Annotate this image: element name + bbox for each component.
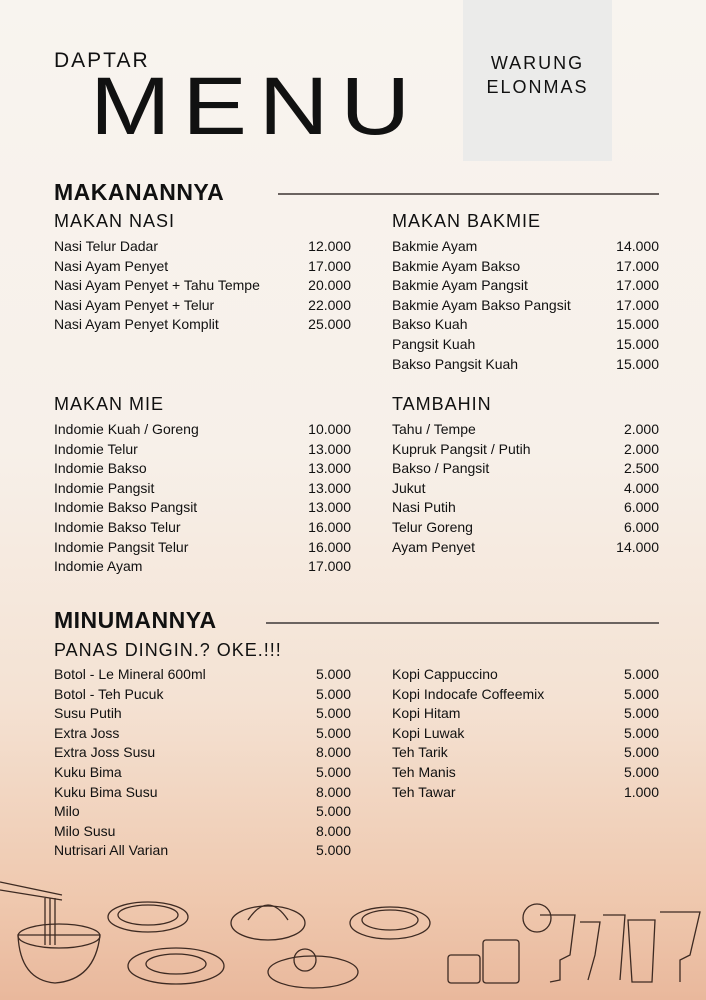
menu-item-price: 16.000 bbox=[308, 538, 351, 555]
menu-item-name: Bakmie Ayam bbox=[392, 238, 478, 254]
menu-item-price: 22.000 bbox=[308, 296, 351, 313]
menu-item-name: Nasi Ayam Penyet bbox=[54, 257, 169, 274]
menu-item-price: 5.000 bbox=[315, 724, 351, 741]
tambahin-list bbox=[392, 420, 659, 557]
brand-line-1: WARUNG bbox=[490, 53, 585, 73]
menu-item-name: Milo bbox=[54, 803, 80, 820]
makan-mie-list bbox=[54, 420, 351, 577]
menu-item bbox=[392, 440, 659, 460]
menu-item-name: Bakso / Pangsit bbox=[392, 460, 490, 477]
menu-item-price: 17.000 bbox=[616, 296, 659, 313]
menu-item-name: Indomie Bakso bbox=[54, 460, 147, 477]
menu-item-price: 8.000 bbox=[315, 744, 351, 761]
menu-item bbox=[54, 296, 351, 316]
food-divider bbox=[278, 193, 659, 195]
menu-item bbox=[392, 538, 659, 558]
menu-item bbox=[392, 783, 659, 803]
menu-item-price: 15.000 bbox=[616, 355, 659, 372]
menu-item-name: Teh Manis bbox=[392, 763, 456, 780]
menu-item-price: 5.000 bbox=[623, 724, 659, 741]
menu-item bbox=[54, 557, 351, 577]
menu-item bbox=[54, 743, 351, 763]
menu-item bbox=[392, 665, 659, 685]
menu-item-price: 15.000 bbox=[616, 316, 659, 333]
menu-item-price: 5.000 bbox=[315, 666, 351, 682]
menu-item-name: Kopi Cappuccino bbox=[392, 666, 498, 682]
menu-item-name: Bakmie Ayam Bakso bbox=[392, 257, 521, 274]
menu-item-name: Nasi Ayam Penyet + Telur bbox=[54, 296, 215, 313]
drinks-right-list bbox=[392, 665, 659, 802]
menu-item-name: Bakmie Ayam Pangsit bbox=[392, 277, 528, 294]
menu-item-price: 5.000 bbox=[315, 803, 351, 820]
menu-item-price: 5.000 bbox=[315, 763, 351, 780]
menu-item bbox=[392, 479, 659, 499]
menu-item-name: Nasi Ayam Penyet + Tahu Tempe bbox=[54, 277, 260, 294]
menu-item-name: Bakmie Ayam Bakso Pangsit bbox=[392, 296, 571, 313]
menu-item bbox=[54, 665, 351, 685]
menu-item bbox=[54, 763, 351, 783]
tambahin-title: TAMBAHIN bbox=[392, 394, 492, 414]
food-illustrations bbox=[0, 860, 706, 1000]
menu-item-name: Kuku Bima Susu bbox=[54, 783, 158, 800]
makan-nasi-list bbox=[54, 237, 351, 335]
menu-item-name: Indomie Kuah / Goreng bbox=[54, 421, 199, 437]
drinks-illustration bbox=[448, 904, 700, 983]
makan-mie-title: MAKAN MIE bbox=[54, 394, 165, 414]
menu-item-name: Pangsit Kuah bbox=[392, 335, 476, 352]
menu-item bbox=[54, 237, 351, 257]
menu-item bbox=[54, 802, 351, 822]
menu-item bbox=[54, 724, 351, 744]
food-heading: MAKANANNYA bbox=[54, 179, 225, 205]
plate-illustrations bbox=[108, 902, 430, 988]
menu-item bbox=[392, 743, 659, 763]
menu-item-price: 16.000 bbox=[308, 518, 351, 535]
menu-item-name: Kuku Bima bbox=[54, 763, 122, 780]
menu-item bbox=[392, 498, 659, 518]
menu-item bbox=[54, 276, 351, 296]
menu-item bbox=[54, 498, 351, 518]
menu-item-name: Tahu / Tempe bbox=[392, 421, 476, 437]
menu-item-name: Kopi Indocafe Coffeemix bbox=[392, 685, 545, 702]
menu-item-price: 20.000 bbox=[308, 277, 351, 294]
menu-item-name: Nasi Telur Dadar bbox=[54, 238, 159, 254]
menu-item-price: 1.000 bbox=[623, 783, 659, 800]
menu-item-price: 15.000 bbox=[616, 335, 659, 352]
menu-item-price: 17.000 bbox=[616, 277, 659, 294]
menu-item-name: Botol - Le Mineral 600ml bbox=[54, 666, 206, 682]
menu-item-name: Telur Goreng bbox=[392, 518, 473, 535]
menu-item-price: 5.000 bbox=[623, 685, 659, 702]
drinks-heading: MINUMANNYA bbox=[54, 607, 217, 633]
menu-item bbox=[392, 763, 659, 783]
menu-item-price: 5.000 bbox=[315, 705, 351, 722]
makan-bakmie-title: MAKAN BAKMIE bbox=[392, 211, 542, 231]
menu-item bbox=[54, 315, 351, 335]
drinks-subtitle: PANAS DINGIN.? OKE.!!! bbox=[54, 640, 282, 660]
menu-item-price: 14.000 bbox=[616, 538, 659, 555]
menu-item bbox=[392, 276, 659, 296]
menu-item-name: Teh Tawar bbox=[392, 783, 456, 800]
menu-item-name: Extra Joss Susu bbox=[54, 744, 156, 761]
menu-item-name: Nasi Putih bbox=[392, 499, 456, 516]
menu-item-price: 8.000 bbox=[315, 822, 351, 839]
menu-item bbox=[54, 479, 351, 499]
menu-item-name: Indomie Pangsit bbox=[54, 479, 155, 496]
drinks-left-list bbox=[54, 665, 351, 861]
menu-item-name: Kopi Hitam bbox=[392, 705, 461, 722]
menu-item-price: 13.000 bbox=[308, 460, 351, 477]
menu-item-price: 17.000 bbox=[616, 257, 659, 274]
menu-item bbox=[392, 420, 659, 440]
menu-item bbox=[54, 538, 351, 558]
makan-bakmie-list bbox=[392, 237, 659, 374]
menu-item bbox=[54, 420, 351, 440]
menu-item bbox=[54, 685, 351, 705]
menu-item-name: Nasi Ayam Penyet Komplit bbox=[54, 316, 219, 333]
drinks-divider bbox=[266, 622, 659, 624]
menu-item-name: Botol - Teh Pucuk bbox=[54, 685, 164, 702]
menu-item-price: 5.000 bbox=[623, 705, 659, 722]
menu-item bbox=[392, 237, 659, 257]
menu-item-price: 2.000 bbox=[623, 440, 659, 457]
menu-item bbox=[54, 783, 351, 803]
menu-item bbox=[392, 685, 659, 705]
menu-item bbox=[392, 459, 659, 479]
menu-item bbox=[392, 315, 659, 335]
menu-item bbox=[392, 724, 659, 744]
menu-item-price: 25.000 bbox=[308, 316, 351, 333]
menu-item-price: 6.000 bbox=[623, 499, 659, 516]
menu-item-price: 13.000 bbox=[308, 440, 351, 457]
menu-item-price: 13.000 bbox=[308, 479, 351, 496]
menu-item bbox=[54, 518, 351, 538]
menu-item-name: Jukut bbox=[392, 479, 426, 496]
menu-item-name: Susu Putih bbox=[54, 705, 122, 722]
menu-item bbox=[392, 518, 659, 538]
menu-item bbox=[392, 257, 659, 277]
menu-item-price: 4.000 bbox=[623, 479, 659, 496]
menu-item-name: Indomie Ayam bbox=[54, 558, 143, 575]
menu-item-price: 17.000 bbox=[308, 257, 351, 274]
noodle-bowl-illustration bbox=[0, 882, 100, 983]
menu-item-price: 5.000 bbox=[315, 842, 351, 859]
menu-item-name: Nutrisari All Varian bbox=[54, 842, 169, 859]
menu-item-name: Teh Tarik bbox=[392, 744, 448, 761]
brand-box bbox=[463, 0, 612, 161]
menu-item-price: 10.000 bbox=[308, 421, 351, 437]
menu-kicker: DAPTAR bbox=[54, 49, 150, 72]
menu-item-price: 2.000 bbox=[623, 421, 659, 437]
menu-item-price: 17.000 bbox=[308, 558, 351, 575]
menu-item-price: 12.000 bbox=[308, 238, 351, 254]
menu-item-name: Bakso Pangsit Kuah bbox=[392, 355, 519, 372]
menu-item-name: Indomie Bakso Telur bbox=[54, 518, 181, 535]
menu-item-name: Indomie Telur bbox=[54, 440, 138, 457]
menu-item-name: Milo Susu bbox=[54, 822, 116, 839]
menu-item bbox=[392, 296, 659, 316]
menu-item-price: 2.500 bbox=[623, 460, 659, 477]
menu-item bbox=[54, 841, 351, 861]
brand-line-2: ELONMAS bbox=[486, 77, 589, 97]
menu-item-name: Indomie Pangsit Telur bbox=[54, 538, 189, 555]
menu-item bbox=[392, 355, 659, 375]
menu-item-name: Indomie Bakso Pangsit bbox=[54, 499, 198, 516]
menu-item bbox=[54, 440, 351, 460]
menu-item bbox=[392, 704, 659, 724]
menu-item-price: 5.000 bbox=[623, 666, 659, 682]
menu-title: MENU bbox=[90, 61, 423, 152]
menu-item-name: Kopi Luwak bbox=[392, 724, 465, 741]
menu-item bbox=[54, 257, 351, 277]
menu-item bbox=[392, 335, 659, 355]
menu-item-name: Kupruk Pangsit / Putih bbox=[392, 440, 531, 457]
menu-item-name: Ayam Penyet bbox=[392, 538, 476, 555]
menu-item bbox=[54, 704, 351, 724]
makan-nasi-title: MAKAN NASI bbox=[54, 211, 176, 231]
menu-item-name: Extra Joss bbox=[54, 724, 120, 741]
menu-item bbox=[54, 822, 351, 842]
menu-item-name: Bakso Kuah bbox=[392, 316, 468, 333]
menu-item-price: 13.000 bbox=[308, 499, 351, 516]
menu-item-price: 8.000 bbox=[315, 783, 351, 800]
menu-item-price: 14.000 bbox=[616, 238, 659, 254]
menu-item-price: 6.000 bbox=[623, 518, 659, 535]
menu-item-price: 5.000 bbox=[315, 685, 351, 702]
menu-item-price: 5.000 bbox=[623, 744, 659, 761]
menu-item bbox=[54, 459, 351, 479]
menu-item-price: 5.000 bbox=[623, 763, 659, 780]
